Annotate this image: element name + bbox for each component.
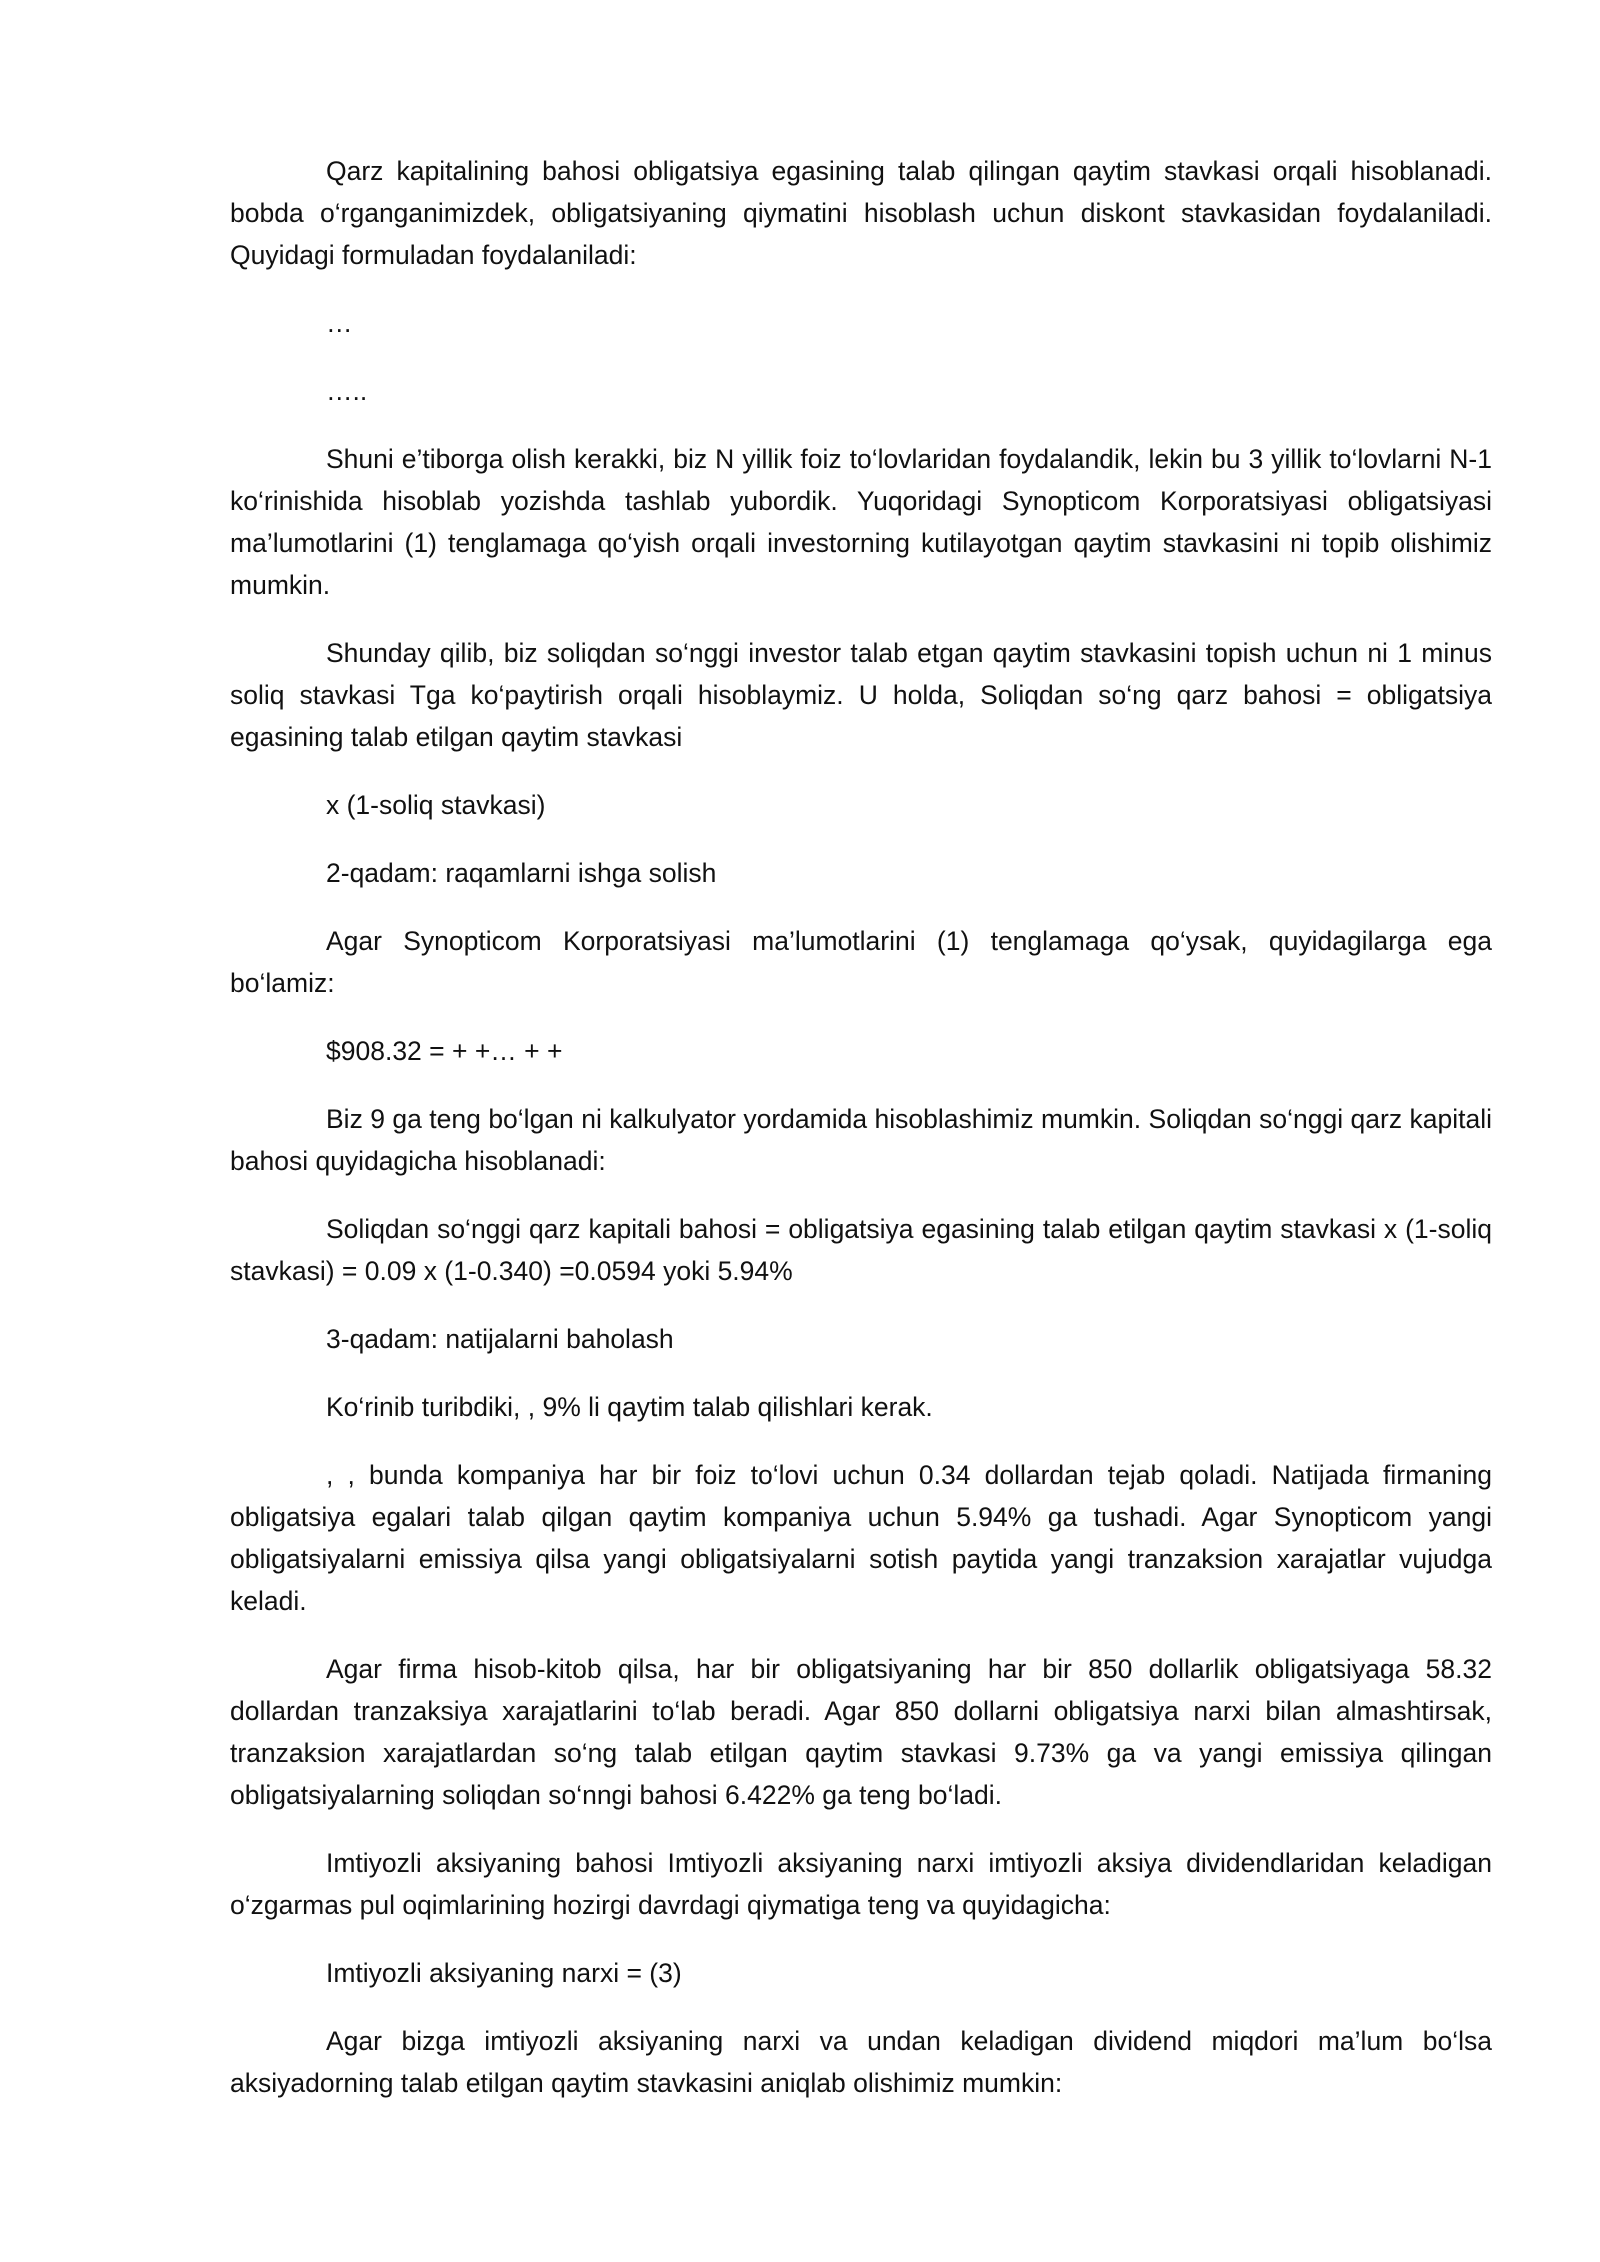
step-2-heading: 2-qadam: raqamlarni ishga solish [326, 858, 717, 888]
paragraph-tax-savings: , , bunda kompaniya har bir foiz to‘lovi uchun 0.34 dollardan tejab qoladi. Natijada firmaning obligatsiya egalari talab qilgan qaytim kompaniya uchun 5.94% ga tushadi. Agar Synopticom yangi obligatsiyalarni emissiya qilsa yangi obligatsiyalarni sotish paytida yangi tranzaksion xarajatlar vujudga keladi. [230, 1460, 1492, 1616]
formula-bond-price: $908.32 = + +… + + [326, 1036, 563, 1066]
step-3-heading: 3-qadam: natijalarni baholash [326, 1324, 674, 1354]
paragraph-after-tax: Shunday qilib, biz soliqdan so‘nggi investor talab etgan qaytim stavkasini topish uchun ni 1 minus soliq stavkasi Tga ko‘paytirish orqali hisoblaymiz. U holda, Soliqdan so‘ng qarz bahosi = obligatsiya egasining talab etilgan qaytim stavkasi [230, 638, 1492, 752]
paragraph-annual-payments: Shuni e’tiborga olish kerakki, biz N yillik foiz to‘lovlaridan foydalandik, lekin bu 3 yillik to‘lovlarni N-1 ko‘rinishida hisoblab yozishda tashlab yubordik. Yuqoridagi Synopticom Korporatsiyasi obligatsiyasi ma’lumotlarini (1) tenglamaga qo‘yish orqali investorning kutilayotgan qaytim stavkasini ni topib olishimiz mumkin. [230, 444, 1492, 600]
formula-tax-factor: x (1-soliq stavkasi) [326, 790, 546, 820]
paragraph-debt-cost-intro: Qarz kapitalining bahosi obligatsiya egasining talab qilingan qaytim stavkasi orqali hisoblanadi. bobda o‘rganganimizdek, obligatsiyaning qiymatini hisoblash uchun diskont stavkasidan foydalaniladi. Quyidagi formuladan foydalaniladi: [230, 156, 1492, 270]
formula-preferred-price: Imtiyozli aksiyaning narxi = (3) [326, 1958, 682, 1988]
paragraph-preferred-return: Agar bizga imtiyozli aksiyaning narxi va undan keladigan dividend miqdori ma’lum bo‘lsa aksiyadorning talab etilgan qaytim stavkasini aniqlab olishimiz mumkin: [230, 2026, 1492, 2098]
formula-ellipsis-2: ….. [326, 376, 368, 406]
document-body [230, 150, 1492, 2130]
paragraph-preferred-stock: Imtiyozli aksiyaning bahosi Imtiyozli aksiyaning narxi imtiyozli aksiya dividendlaridan keladigan o‘zgarmas pul oqimlarining hozirgi davrdagi qiymatiga teng va quyidagicha: [230, 1848, 1492, 1920]
formula-ellipsis-1: … [326, 308, 353, 338]
paragraph-required-return: Ko‘rinib turibdiki, , 9% li qaytim talab qilishlari kerak. [326, 1392, 933, 1422]
paragraph-synopticom-data: Agar Synopticom Korporatsiyasi ma’lumotlarini (1) tenglamaga qo‘ysak, quyidagilarga ega bo‘lamiz: [230, 926, 1492, 998]
paragraph-calculator: Biz 9 ga teng bo‘lgan ni kalkulyator yordamida hisoblashimiz mumkin. Soliqdan so‘nggi qarz kapitali bahosi quyidagicha hisoblanadi: [230, 1104, 1492, 1176]
paragraph-after-tax-result: Soliqdan so‘nggi qarz kapitali bahosi = obligatsiya egasining talab etilgan qaytim stavkasi x (1-soliq stavkasi) = 0.09 x (1-0.340) =0.0594 yoki 5.94% [230, 1214, 1492, 1286]
paragraph-transaction-costs: Agar firma hisob-kitob qilsa, har bir obligatsiyaning har bir 850 dollarlik obligatsiyaga 58.32 dollardan tranzaksiya xarajatlarini to‘lab beradi. Agar 850 dollarni obligatsiya narxi bilan almashtirsak, tranzaksion xarajatlardan so‘ng talab etilgan qaytim stavkasi 9.73% ga va yangi emissiya qilingan obligatsiyalarning soliqdan so‘nngi bahosi 6.422% ga teng bo‘ladi. [230, 1654, 1492, 1810]
